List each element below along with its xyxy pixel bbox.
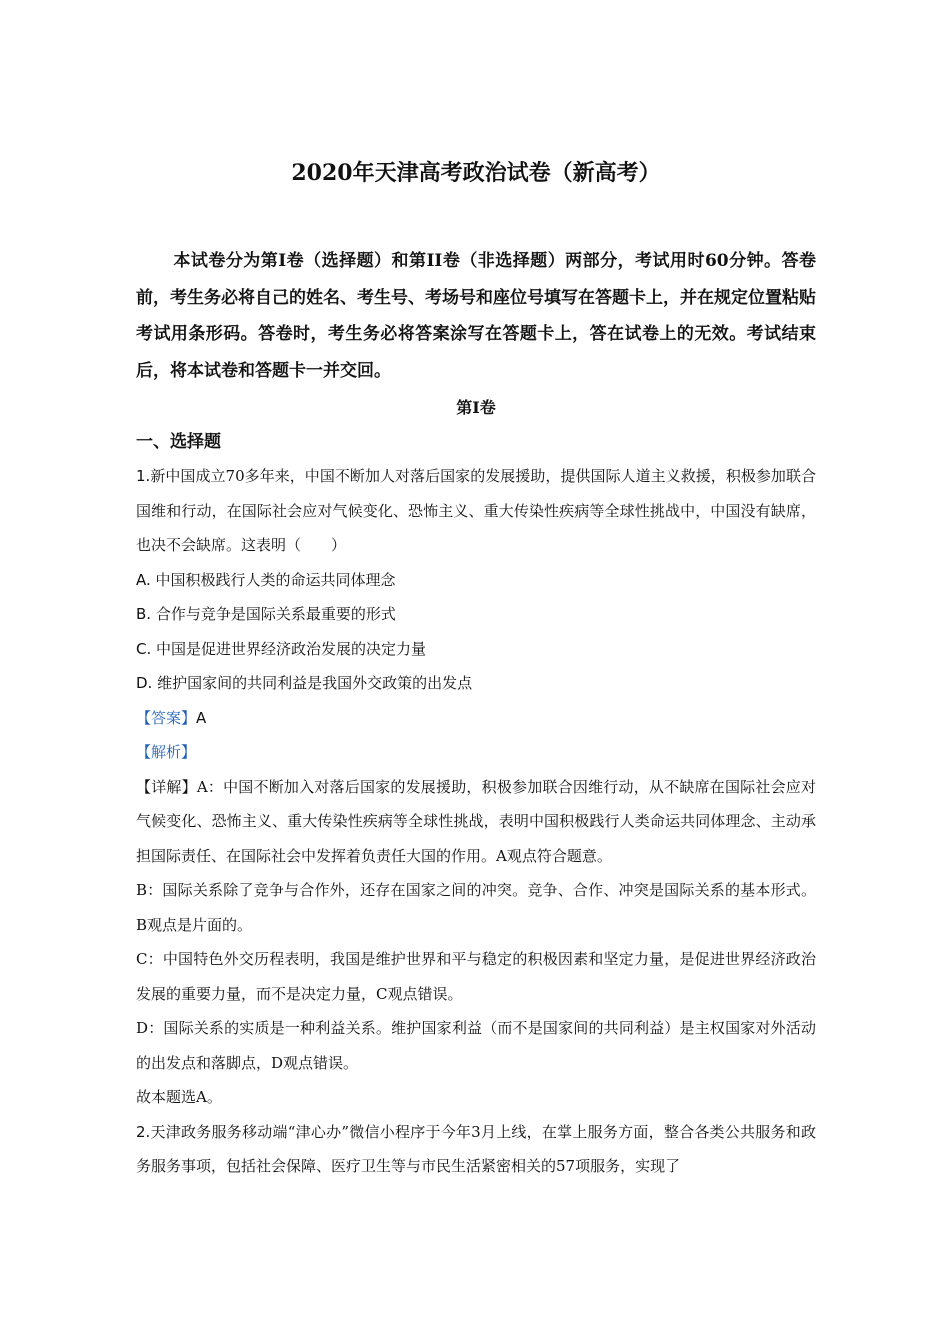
question-2-text: 天津政务服务移动端“津心办”微信小程序于今年3月上线，在掌上服务方面，整合各类公共服务和政务服务事项，包括社会保障、医疗卫生等与市民生活紧密相关的57项服务，实现了: [136, 1122, 816, 1175]
question-1-text: 新中国成立70多年来，中国不断加人对落后国家的发展援助，提供国际人道主义救援，积极参加联合国维和行动，在国际社会应对气候变化、恐怖主义、重大传染性疾病等全球性挑战中，中国没有缺席，也决不会缺席。这表明（ ）: [136, 467, 816, 554]
volume-heading: 第Ⅰ卷: [456, 398, 496, 417]
question-1-number: 1.: [136, 467, 151, 485]
answer-line: [136, 701, 816, 736]
explanation-d: D：国际关系的实质是一种利益关系。维护国家利益（而不是国家间的共同利益）是主权国家对外活动的出发点和落脚点，D观点错误。: [136, 1019, 816, 1072]
analysis-line: [136, 735, 816, 770]
question-1-option-a: [136, 563, 816, 598]
document-title: 2020年天津高考政治试卷（新高考）: [291, 160, 661, 186]
option-text: 合作与竞争是国际关系最重要的形式: [151, 605, 396, 623]
option-letter: B.: [136, 605, 152, 623]
option-letter: A.: [136, 570, 151, 589]
option-text: 中国是促进世界经济政治发展的决定力量: [151, 639, 427, 658]
question-2-number: 2.: [136, 1122, 151, 1141]
conclusion: 故本题选A。: [136, 1088, 222, 1106]
answer-tag: 【答案】: [136, 708, 197, 727]
question-2-stem: [136, 1115, 816, 1184]
option-text: 维护国家间的共同利益是我国外交政策的出发点: [152, 674, 473, 692]
questions-body: [136, 459, 816, 1184]
explanation-c: C：中国特色外交历程表明，我国是维护世界和平与稳定的积极因素和坚定力量，是促进世界经济政治发展的重要力量，而不是决定力量，C观点错误。: [136, 950, 816, 1003]
question-1-option-b: [136, 597, 816, 632]
option-letter: D.: [136, 674, 153, 692]
question-1-option-d: [136, 666, 816, 701]
explanation-a: [136, 770, 816, 874]
option-text: 中国积极践行人类的命运共同体理念: [150, 570, 396, 589]
option-letter: C.: [136, 639, 152, 658]
analysis-tag: 【解析】: [136, 743, 197, 761]
question-1-stem: [136, 459, 816, 563]
explanation-text: A：中国不断加入对落后国家的发展援助，积极参加联合因维行动，从不缺席在国际社会应对气候变化、恐怖主义、重大传染性疾病等全球性挑战，表明中国积极践行人类命运共同体理念、主动承担国际责任、在国际社会中发挥着负责任大国的作用。A观点符合题意。: [136, 777, 816, 865]
section-heading: 一、选择题: [136, 432, 221, 452]
answer-value: A: [196, 708, 207, 727]
explanation-b: B：国际关系除了竞争与合作外，还存在国家之间的冲突。竞争、合作、冲突是国际关系的基本形式。B观点是片面的。: [136, 881, 816, 934]
exam-instructions: 本试卷分为第Ⅰ卷（选择题）和第II卷（非选择题）两部分，考试用时60分钟。答卷前，考生务必将自己的姓名、考生号、考场号和座位号填写在答题卡上，并在规定位置粘贴考试用条形码。答卷时，考生务必将答案涂写在答题卡上，答在试卷上的无效。考试结束后，将本试卷和答题卡一并交回。: [136, 251, 816, 381]
question-1-option-c: [136, 632, 816, 667]
detail-tag: 【详解】: [136, 777, 197, 796]
